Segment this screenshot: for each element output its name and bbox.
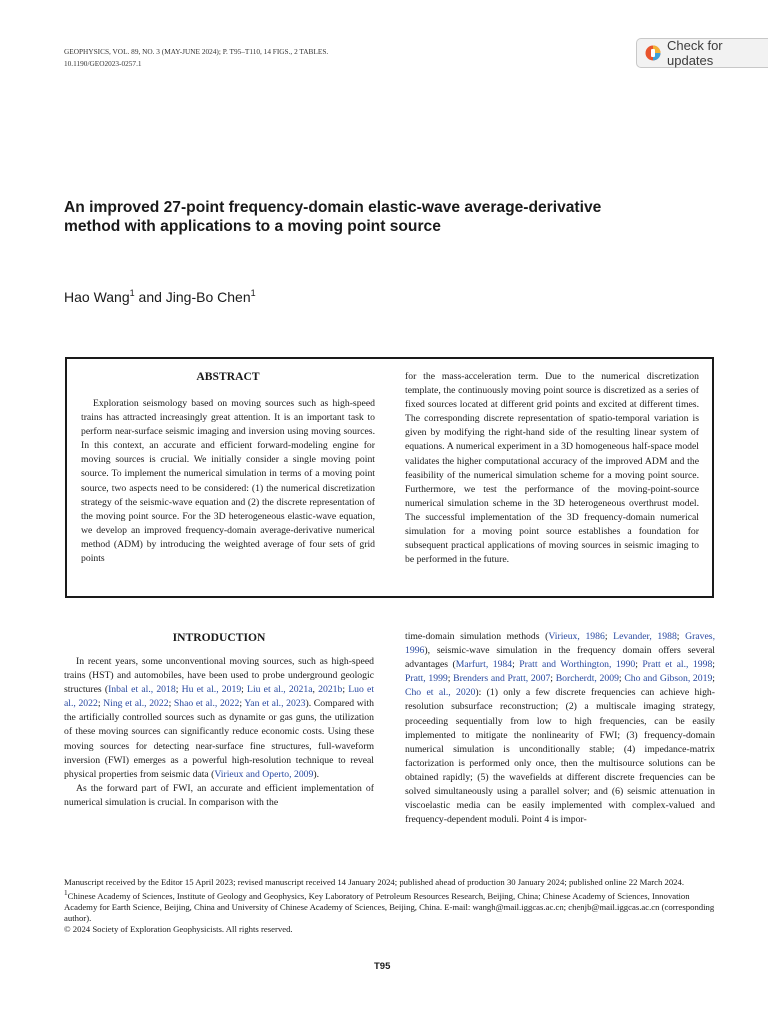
affiliation-marker: 1 [129, 288, 135, 298]
body-text: time-domain simulation methods ( [405, 631, 549, 642]
body-text: ; [175, 684, 182, 696]
citation-link[interactable]: Brenders and Pratt, 2007 [453, 673, 551, 685]
check-for-updates-button[interactable] [636, 38, 768, 68]
check-updates-label: Check for updates [667, 38, 723, 68]
citation-link[interactable]: Hu et al., 2019 [181, 684, 242, 696]
introduction-left-column [64, 655, 374, 810]
body-text: ; [635, 659, 643, 671]
body-text: ; [342, 684, 349, 696]
manuscript-received-note: Manuscript received by the Editor 15 April 2023; revised manuscript received 14 January 2024; published ahead of production 30 January 2024; published online 22 March 2024. [64, 877, 685, 887]
introduction-paragraph [64, 655, 374, 782]
body-text: In recent years, some unconventional moving sources, such as high-speed trains (HST) and automobiles, have been used to probe underground geologic structures ( [64, 656, 374, 696]
body-text: ; [241, 684, 248, 696]
crossmark-icon [645, 45, 661, 61]
introduction-right-column [405, 630, 715, 827]
page-number: T95 [374, 961, 391, 972]
abstract-left-column [81, 397, 375, 566]
citation-link[interactable]: Ning et al., 2022 [103, 698, 169, 710]
affiliation-text: Chinese Academy of Sciences, Institute of Geology and Geophysics, Key Laboratory of Petroleum Resources Research, Beijing, China; Chinese Academy of Sciences, Innovation Academy for Earth Science, Beijing, China and University of Chinese Academy of Sciences, Beijing, China. E-mail: wangh@mail.iggcas.ac.cn; chenjb@mail.iggcas.ac.cn (corresponding author). [64, 890, 715, 923]
abstract-right-column [405, 370, 699, 567]
abstract-paragraph: Exploration seismology based on moving sources such as high-speed trains has attracted increasingly great attention. It is an important task to perform near-surface seismic imaging and inversion using moving sources. In this context, an accurate and efficient forward-modeling engine for moving sources is crucial. We initially consider a single moving point source. To implement the numerical simulation in terms of a moving point source, two aspects need to be considered: (1) the numerical discretization strategy of the seismic-wave equation and (2) the discrete representation of the moving point source. For the 3D heterogeneous elastic-wave equation, we develop an improved frequency-domain average-derivative numerical method (ADM) by introducing the weighted average of four sets of grid points [81, 398, 375, 565]
copyright-note: © 2024 Society of Exploration Geophysicists. All rights reserved. [64, 923, 293, 934]
body-text: ; [604, 631, 614, 642]
citation-link[interactable]: Pratt and Worthington, 1990 [519, 659, 636, 671]
citation-link[interactable]: Luo et al., 2022 [64, 684, 375, 710]
body-text: ; [239, 698, 245, 710]
citation-link[interactable]: Borcherdt, 2009 [555, 673, 619, 685]
journal-header [64, 46, 328, 70]
abstract-paragraph: for the mass-acceleration term. Due to the numerical discretization template, the continuously moving point source is discretized as a series of fixed sources located at different grid points and excited at different times. The corresponding discrete representation of spatio-temporal variation is given by modifying the right-hand side of the resulting linear system of equations. A numerical experiment in a 3D homogeneous half-space model validates the higher computational accuracy of the improved ADM and the feasibility of the numerical simulation scheme for a moving point source. Furthermore, we test the performance of the moving-point-source numerical simulation scheme in the 3D heterogeneous overthrust model. The successful implementation of the 3D frequency-domain numerical simulation for a moving point source establishes a foundation for subsequent practical applications of moving sources in seismic imaging to be performed in the future. [405, 371, 699, 566]
body-text: ; [97, 698, 104, 710]
footnotes [64, 877, 715, 935]
introduction-paragraph: As the forward part of FWI, an accurate and efficient implementation of numerical simulation is crucial. In comparison with the [64, 782, 374, 808]
title-line-1: An improved 27-point frequency-domain elastic-wave average-derivative [64, 199, 602, 216]
citation-link[interactable]: Cho and Gibson, 2019 [624, 673, 713, 685]
body-text: ). [313, 768, 320, 780]
body-text: ; [168, 698, 174, 710]
body-text: ; [676, 631, 686, 642]
citation-link[interactable]: Pratt et al., 1998 [642, 659, 713, 671]
citation-link[interactable]: Pratt, 1999 [405, 673, 448, 685]
title-line-2: method with applications to a moving point source [64, 218, 441, 235]
introduction-paragraph [405, 630, 715, 827]
citation-link[interactable]: 2021b [318, 684, 343, 696]
author-name: Jing-Bo Chen [165, 289, 251, 305]
doi[interactable]: 10.1190/GEO2023-0257.1 [64, 59, 142, 68]
author-list [64, 288, 256, 305]
author-conjunction: and [134, 289, 166, 305]
citation-link[interactable]: Graves, 1996 [405, 631, 715, 657]
citation-link[interactable]: Liu et al., 2021a [247, 684, 313, 696]
body-text: ; [512, 659, 520, 671]
body-text: ): (1) only a few discrete frequencies can achieve high-resolution subsurface reconstruction; (2) a multiscale imaging strategy, proceeding sequentially from low to high frequencies, can be easily implemented to mitigate the nonlinearity of FWI; (3) frequency-domain numerical simulation is unconditionally stable; (4) impedance-matrix factorization is performed only once, then the multisource solutions can be obtained rapidly; (5) the wavefields at different discrete frequencies can be solved simultaneously using a parallel solver; and (6) seismic attenuation in viscoelastic media can be easily implemented with complex-valued and frequency-dependent moduli. Point 4 is impor- [405, 687, 715, 826]
body-text: ; [550, 673, 556, 685]
introduction-heading: INTRODUCTION [172, 631, 266, 644]
affiliation-marker: 1 [250, 288, 256, 298]
body-text: ). Compared with the artificially controlled sources such as dynamite or gas guns, the utilization of these moving sources can significantly reduce economic costs. Using these moving sources for detecting near-surface fine structures, full-waveform inversion (FWI) emerges as a powerful high-resolution technique to reveal physical properties from seismic data ( [64, 698, 374, 780]
affiliation-marker: 1 [64, 889, 68, 897]
article-title [64, 198, 704, 236]
affiliation-note [64, 888, 715, 924]
body-text: ), seismic-wave simulation in the frequency domain offers several advantages ( [405, 645, 715, 671]
body-text: ; [712, 659, 715, 671]
abstract-heading: ABSTRACT [196, 370, 260, 383]
journal-citation: GEOPHYSICS, VOL. 89, NO. 3 (MAY-JUNE 2024); P. T95–T110, 14 FIGS., 2 TABLES. [64, 47, 329, 56]
citation-link[interactable]: Yan et al., 2023 [244, 698, 306, 710]
body-text: ; [712, 673, 715, 685]
body-text: , [312, 684, 319, 696]
citation-link[interactable]: Shao et al., 2022 [173, 698, 240, 710]
author-name: Hao Wang [64, 289, 130, 305]
body-text: ; [447, 673, 454, 685]
citation-link[interactable]: Marfurt, 1984 [455, 659, 513, 671]
citation-link[interactable]: Levander, 1988 [613, 631, 677, 642]
body-text: ; [618, 673, 625, 685]
citation-link[interactable]: Cho et al., 2020 [405, 687, 476, 699]
citation-link[interactable]: Inbal et al., 2018 [108, 684, 176, 696]
citation-link[interactable]: Virieux, 1986 [548, 631, 605, 642]
citation-link[interactable]: Virieux and Operto, 2009 [214, 768, 314, 780]
